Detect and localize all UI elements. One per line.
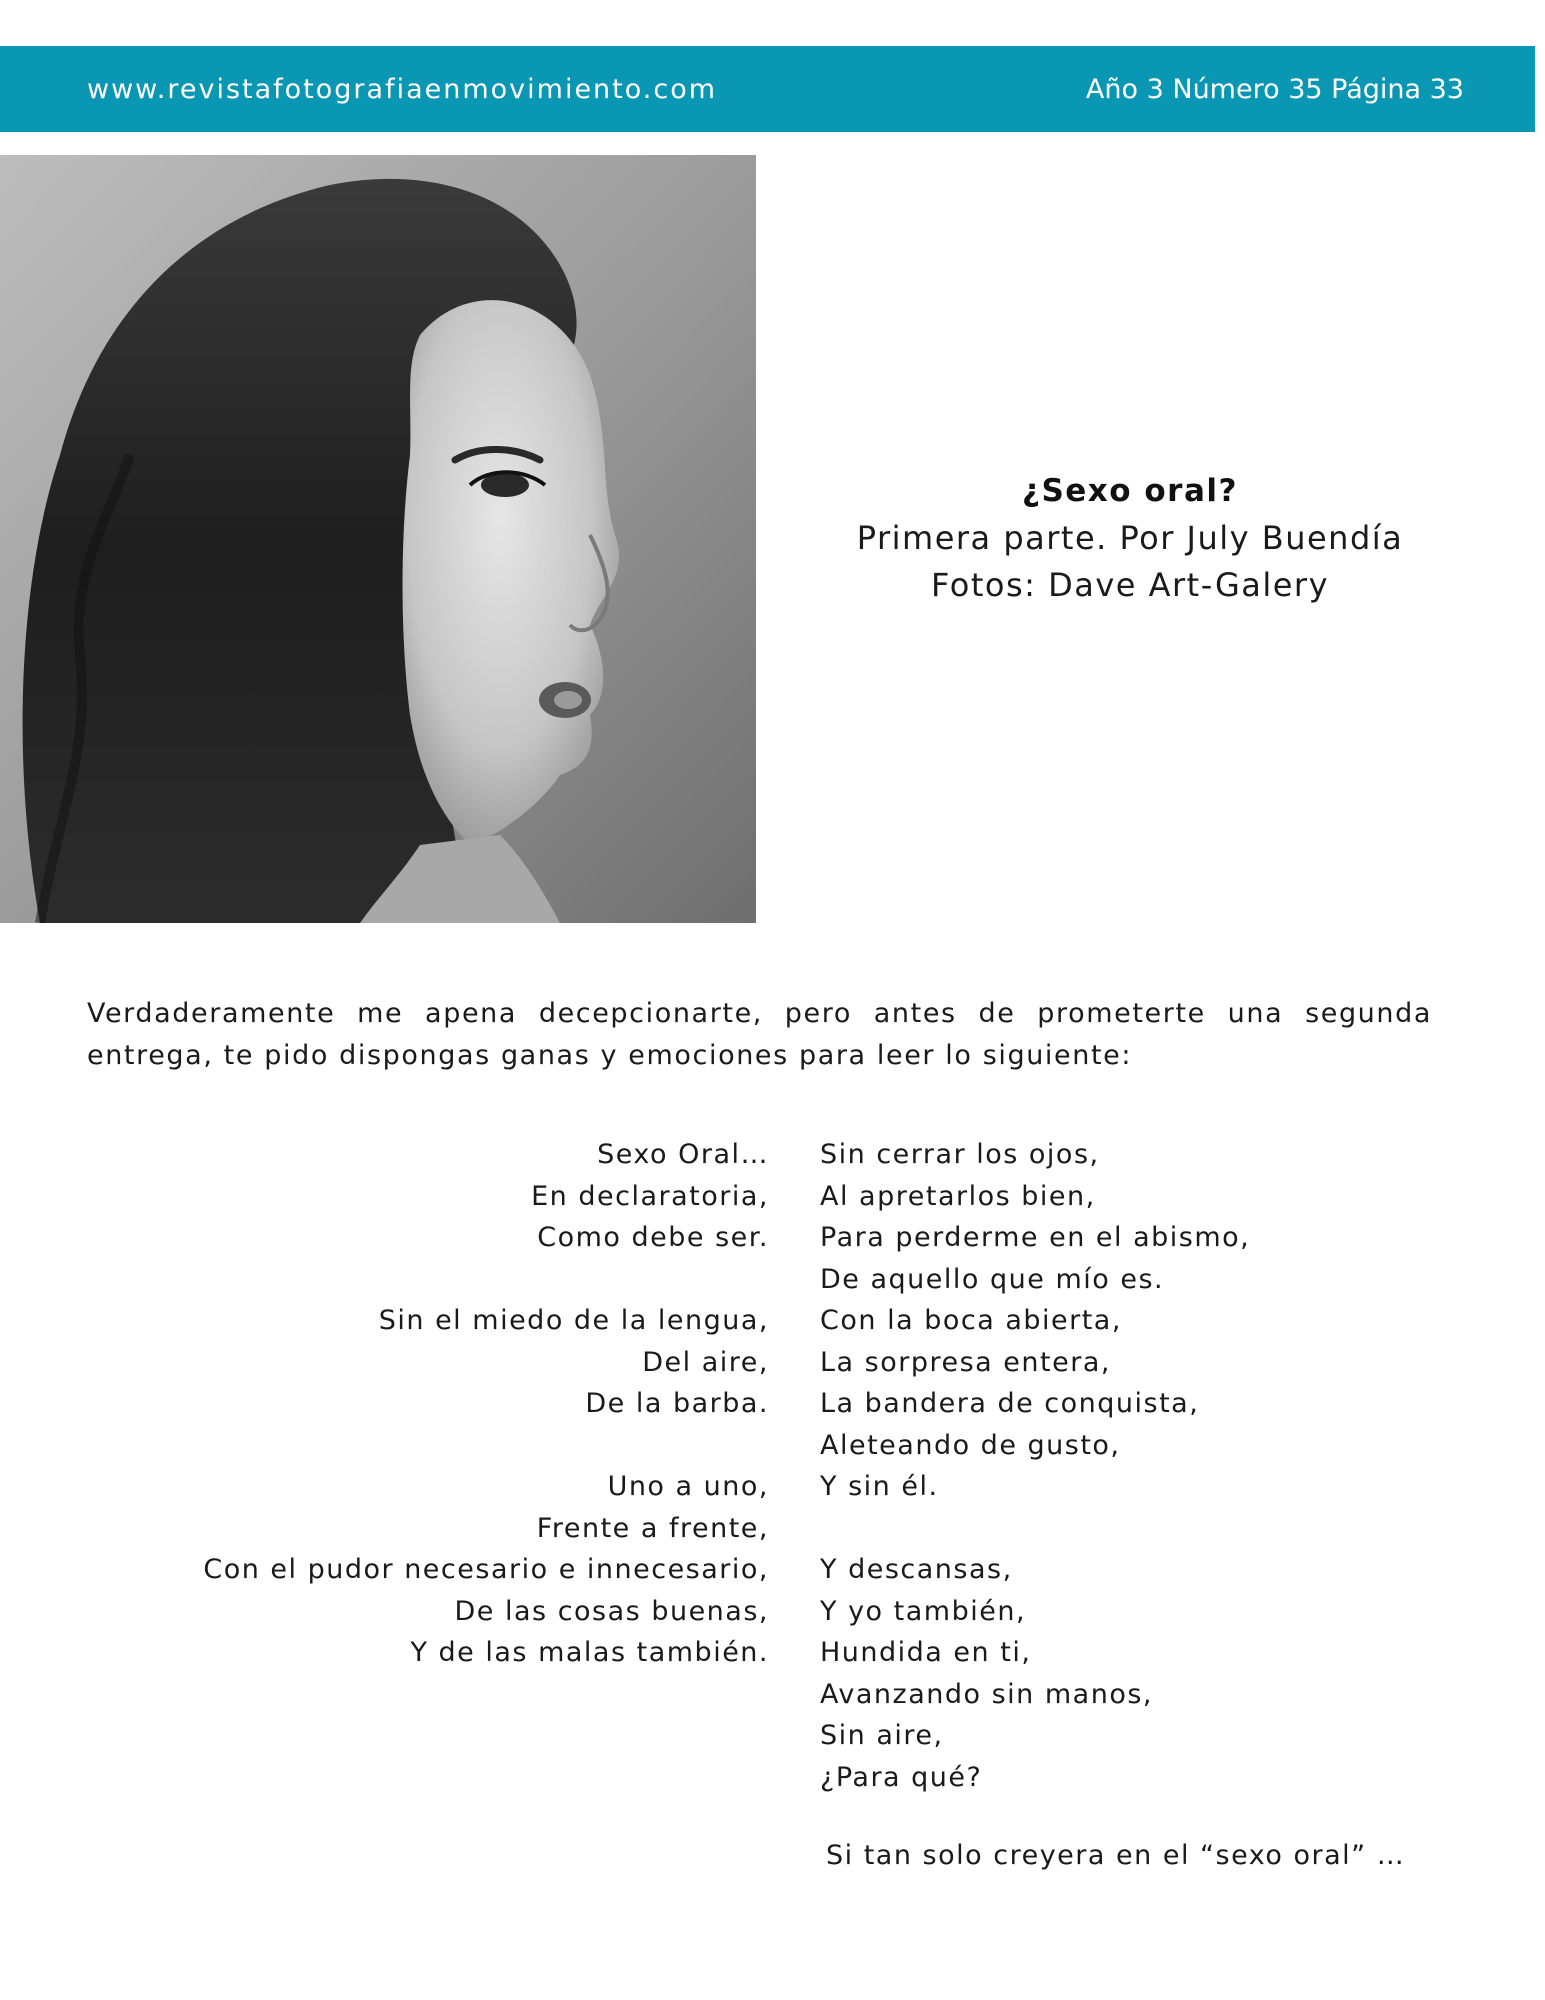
poem-line [203,1425,769,1467]
poem-line: De las cosas buenas, [454,1595,769,1627]
poem-line: Hundida en ti, [820,1637,1032,1668]
poem-line: Y sin él. [820,1471,939,1502]
poem-line: Con la boca abierta, [820,1305,1122,1336]
intro-paragraph: Verdaderamente me apena decepcionarte, pero antes de prometerte una segunda entrega, te pido dispongas ganas y emociones para leer lo siguiente: [87,998,1432,1071]
poem-left-column [203,1134,769,1674]
article-author: Primera parte. Por July Buendía [856,519,1404,557]
issue-info: Año 3 Número 35 Página 33 [1085,74,1464,105]
poem-line [820,1508,1250,1550]
poem-line: Con el pudor necesario e innecesario, [203,1554,769,1585]
poem-line: ¿Para qué? [820,1761,983,1793]
poem-line [203,1259,769,1301]
poem-line: Y descansas, [820,1554,1013,1585]
poem-line: Del aire, [642,1346,769,1378]
poem-line: Sin aire, [820,1720,944,1751]
poem-line: Al apretarlos bien, [820,1180,1096,1212]
poem-line: En declaratoria, [531,1180,769,1212]
portrait-photo [0,155,756,923]
poem-line: Como debe ser. [537,1222,769,1253]
poem-line: Para perderme en el abismo, [820,1222,1251,1253]
poem-line: Avanzando sin manos, [820,1678,1153,1710]
poem-right-column [820,1134,1250,1798]
poem-line: De la barba. [585,1388,769,1419]
poem-line: Uno a uno, [607,1471,769,1502]
poem-closing-line: Si tan solo creyera en el “sexo oral” … [826,1840,1406,1871]
site-url[interactable]: www.revistafotografiaenmovimiento.com [87,74,718,105]
article-photo-credit: Fotos: Dave Art-Galery [930,566,1330,604]
poem-line: Frente a frente, [536,1512,769,1544]
poem-line: Y yo también, [820,1595,1027,1627]
poem-line: Aleteando de gusto, [820,1429,1121,1461]
poem-line: De aquello que mío es. [820,1263,1165,1295]
poem-line: Sin cerrar los ojos, [820,1139,1100,1170]
poem-line: La sorpresa entera, [820,1346,1111,1378]
poem-line: Sin el miedo de la lengua, [378,1305,769,1336]
poem-line: Sexo Oral… [597,1139,769,1170]
article-title-block [770,467,1490,609]
poem-line: Y de las malas también. [410,1637,769,1668]
poem-line: La bandera de conquista, [820,1388,1200,1419]
article-title: ¿Sexo oral? [1021,473,1239,509]
